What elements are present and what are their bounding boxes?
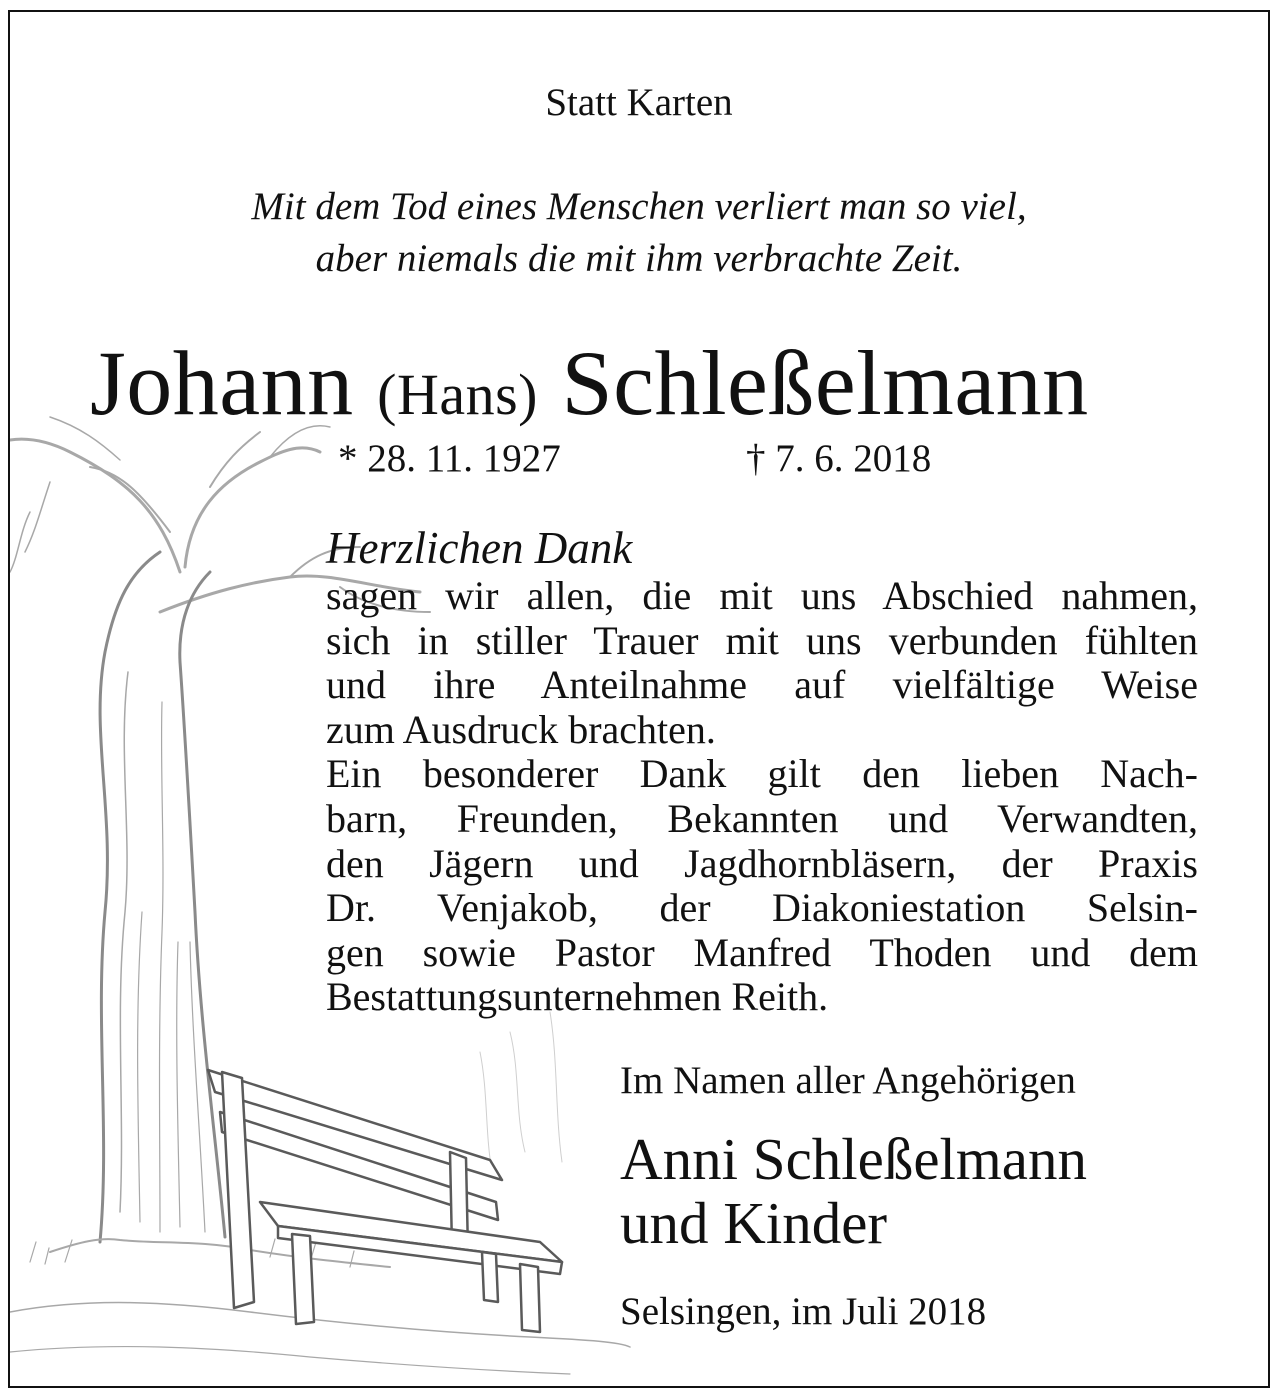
death-date: † 7. 6. 2018 <box>746 437 932 480</box>
last-name: Schleßelmann <box>561 332 1089 434</box>
signer-line-1: Anni Schleßelmann <box>620 1126 1087 1192</box>
signer-names <box>620 1127 1087 1255</box>
first-name: Johann <box>90 332 354 434</box>
body-line: und ihre Anteilnahme auf vielfältige Weise <box>326 662 1198 708</box>
nickname: (Hans) <box>377 362 538 427</box>
thanks-heading: Herzlichen Dank <box>326 523 633 573</box>
thanks-body <box>326 574 1198 1020</box>
header-line: Statt Karten <box>545 81 733 124</box>
body-line: barn, Freunden, Bekannten und Verwandten, <box>326 795 1198 841</box>
body-line: gen sowie Pastor Manfred Thoden und dem <box>326 929 1198 975</box>
body-line: Ein besonderer Dank gilt den lieben Nach- <box>326 751 1198 797</box>
deceased-name <box>90 330 1089 436</box>
body-line: den Jägern und Jagdhornbläsern, der Praxis <box>326 840 1198 886</box>
body-line: Dr. Venjakob, der Diakoniestation Selsin- <box>326 885 1198 931</box>
body-line: sich in stiller Trauer mit uns verbunden fühlten <box>326 617 1198 663</box>
birth-date: * 28. 11. 1927 <box>338 437 561 480</box>
place-date: Selsingen, im Juli 2018 <box>620 1290 987 1333</box>
body-line: Bestattungsunternehmen Reith. <box>326 974 829 1020</box>
signature-intro: Im Namen aller Angehörigen <box>620 1059 1076 1102</box>
motto-line-1: Mit dem Tod eines Menschen verliert man so viel, <box>251 185 1027 228</box>
motto-line-2: aber niemals die mit ihm verbrachte Zeit. <box>315 237 963 280</box>
body-line: zum Ausdruck brachten. <box>326 706 716 752</box>
obituary-frame <box>8 10 1270 1388</box>
body-line: sagen wir allen, die mit uns Abschied nahmen, <box>326 573 1198 618</box>
signer-line-2: und Kinder <box>620 1190 888 1256</box>
